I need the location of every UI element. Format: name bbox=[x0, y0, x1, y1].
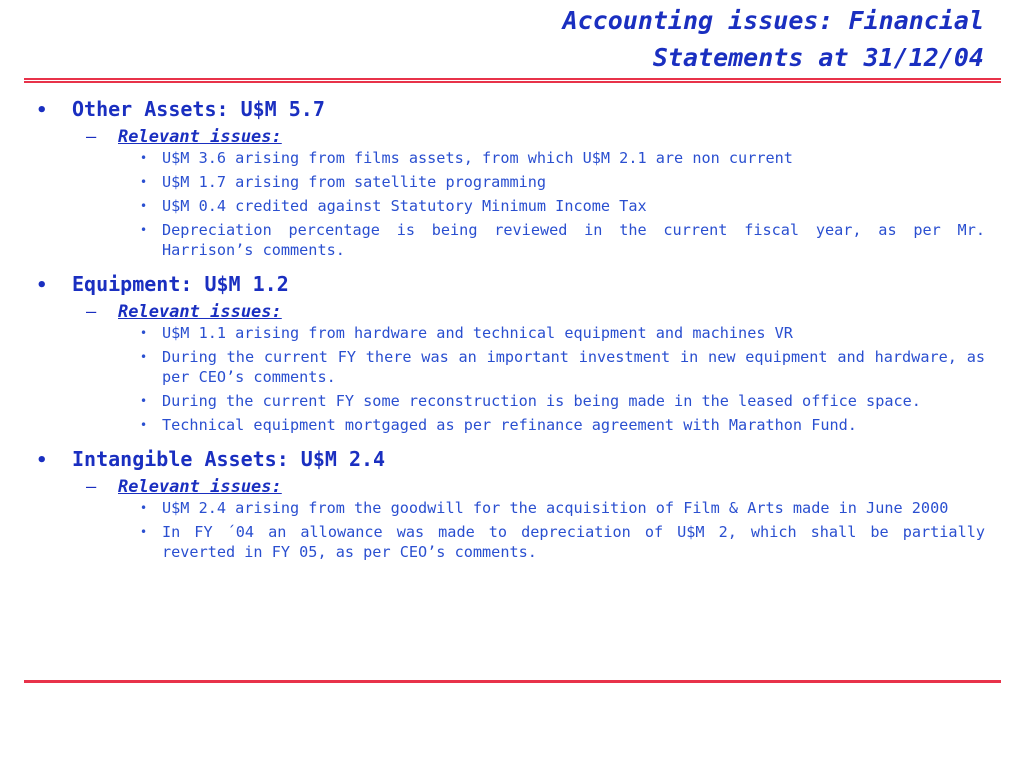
slide-title-line-2: Statements at 31/12/04 bbox=[652, 43, 984, 72]
bullet-icon: • bbox=[140, 393, 148, 408]
list-item bbox=[136, 499, 985, 519]
section-heading-row bbox=[36, 95, 986, 125]
list-item bbox=[136, 221, 985, 260]
bullet-icon: • bbox=[36, 450, 48, 471]
section-heading: Intangible Assets: U$M 2.4 bbox=[72, 447, 386, 471]
bullet-icon: • bbox=[36, 275, 48, 296]
sub-heading-row bbox=[86, 300, 986, 324]
bottom-divider bbox=[24, 680, 1001, 683]
bullet-icon: • bbox=[140, 417, 148, 432]
bullet-icon: • bbox=[36, 100, 48, 121]
list-item bbox=[136, 523, 985, 562]
section-heading-row bbox=[36, 445, 986, 475]
bullet-icon: • bbox=[140, 175, 148, 189]
issue-list bbox=[136, 499, 985, 562]
bullet-icon: • bbox=[140, 525, 148, 539]
section-heading: Other Assets: U$M 5.7 bbox=[72, 97, 325, 121]
section-intangible-assets bbox=[36, 445, 986, 562]
bullet-icon: • bbox=[140, 350, 148, 364]
list-item bbox=[136, 416, 985, 436]
bullet-icon: • bbox=[140, 501, 148, 515]
list-item bbox=[136, 392, 985, 412]
dash-icon: – bbox=[86, 127, 97, 147]
sub-heading-row bbox=[86, 125, 986, 149]
relevant-issues-label: Relevant issues: bbox=[118, 302, 282, 322]
section-heading: Equipment: U$M 1.2 bbox=[72, 272, 289, 296]
slide-title bbox=[284, 2, 984, 76]
list-item bbox=[136, 197, 985, 217]
section-equipment bbox=[36, 270, 986, 435]
slide-body bbox=[36, 95, 986, 572]
list-item-text: U$M 2.4 arising from the goodwill for the acquisition of Film & Arts made in June 2000 bbox=[162, 499, 949, 517]
list-item bbox=[136, 348, 985, 387]
list-item bbox=[136, 324, 985, 344]
list-item-text: During the current FY there was an important investment in new equipment and hardware, as per CEO’s comments. bbox=[162, 348, 985, 386]
slide-title-line-1: Accounting issues: Financial bbox=[562, 6, 984, 35]
top-divider bbox=[24, 78, 1001, 84]
dash-icon: – bbox=[86, 477, 97, 497]
sub-heading-row bbox=[86, 475, 986, 499]
bullet-icon: • bbox=[140, 151, 148, 165]
list-item-text: U$M 1.7 arising from satellite programming bbox=[162, 173, 547, 191]
list-item bbox=[136, 149, 985, 169]
issue-list bbox=[136, 149, 985, 260]
list-item-text: U$M 1.1 arising from hardware and technical equipment and machines VR bbox=[162, 324, 793, 342]
relevant-issues-label: Relevant issues: bbox=[118, 477, 282, 497]
list-item-text: U$M 3.6 arising from films assets, from which U$M 2.1 are non current bbox=[162, 149, 793, 167]
bullet-icon: • bbox=[140, 199, 148, 213]
section-other-assets bbox=[36, 95, 986, 260]
list-item bbox=[136, 173, 985, 193]
section-heading-row bbox=[36, 270, 986, 300]
list-item-text: Depreciation percentage is being reviewed in the current fiscal year, as per Mr. Harrison’s comments. bbox=[162, 221, 985, 259]
list-item-text: In FY ´04 an allowance was made to depreciation of U$M 2, which shall be partially reverted in FY 05, as per CEO’s comments. bbox=[162, 523, 985, 561]
relevant-issues-label: Relevant issues: bbox=[118, 127, 282, 147]
list-item-text: Technical equipment mortgaged as per refinance agreement with Marathon Fund. bbox=[162, 415, 857, 434]
issue-list bbox=[136, 324, 985, 435]
dash-icon: – bbox=[86, 302, 97, 322]
bullet-icon: • bbox=[140, 326, 148, 340]
list-item-text: During the current FY some reconstruction is being made in the leased office space. bbox=[162, 391, 921, 410]
list-item-text: U$M 0.4 credited against Statutory Minimum Income Tax bbox=[162, 197, 647, 215]
bullet-icon: • bbox=[140, 223, 148, 237]
